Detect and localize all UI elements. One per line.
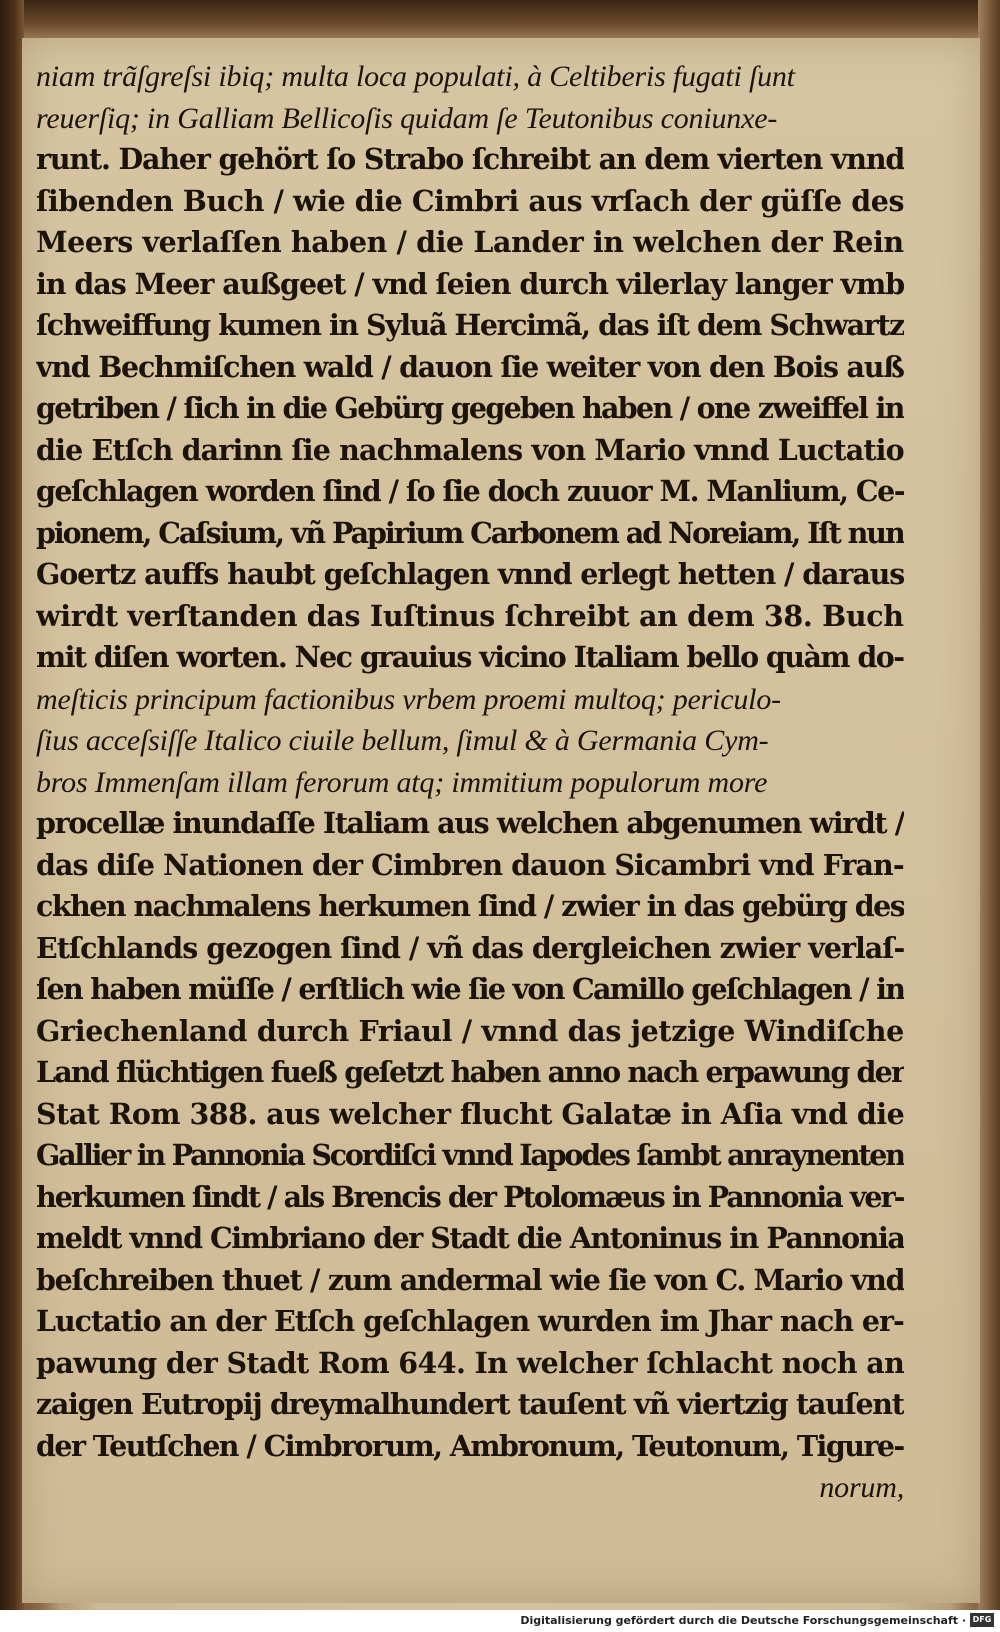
text-line: die Etſch darinn ſie nachmalens von Mario vnnd Luctatio xyxy=(36,432,904,467)
funding-notice: Digitalisierung gefördert durch die Deutsche Forschungsgemeinschaft · xyxy=(520,1614,966,1627)
text-line: ſius acceſsiſſe Italico ciuile bellum, ſimul & à Germania Cym- xyxy=(36,724,769,757)
text-line: beſchreiben thuet / zum andermal wie ſie von C. Mario vnd xyxy=(36,1262,904,1297)
text-line: wirdt verſtanden das Iuſtinus ſchreibt an dem 38. Buch xyxy=(36,598,904,633)
text-line: reuerſiq; in Galliam Bellicoſis quidam ſe Teutonibus coniunxe- xyxy=(36,101,778,135)
text-line: ſen haben müſſe / erſtlich wie ſie von Camillo geſchlagen / in xyxy=(36,972,904,1006)
text-line: runt. Daher gehört ſo Strabo ſchreibt an dem vierten vnnd xyxy=(36,142,904,176)
text-line: pawung der Stadt Rom 644. In welcher ſchlacht noch an xyxy=(36,1345,904,1380)
text-line: mit diſen worten. Nec grauius vicino Italiam bello quàm do- xyxy=(36,640,904,674)
text-line: in das Meer außgeet / vnd ſeien durch vilerlay langer vmb xyxy=(36,266,904,301)
text-line: Goertz auffs haubt geſchlagen vnnd erlegt hetten / daraus xyxy=(36,557,904,591)
text-line: herkumen ſindt / als Brencis der Ptolomæus in Pannonia ver- xyxy=(36,1179,904,1214)
text-line: Griechenland durch Friaul / vnnd das jetzige Windiſche xyxy=(36,1013,904,1048)
dfg-logo: DFG xyxy=(970,1613,994,1627)
book-binding xyxy=(0,0,24,1610)
text-line: ſibenden Buch / wie die Cimbri aus vrſach der güſſe des xyxy=(36,183,904,218)
text-line: norum, xyxy=(819,1471,904,1504)
text-line: geſchlagen worden ſind / ſo ſie doch zuuor M. Manlium, Ce- xyxy=(36,474,904,508)
text-line: meſticis principum factionibus vrbem proemi multoq; periculo- xyxy=(36,682,781,716)
text-line: Meers verlaſſen haben / die Lander in welchen der Rein xyxy=(36,225,904,259)
text-line: niam trãſgreſsi ibiq; multa loca populati, à Celtiberis fugati ſunt xyxy=(36,60,795,93)
text-line: procellæ inundaſſe Italiam aus welchen abgenumen wirdt / xyxy=(36,806,904,840)
page-text xyxy=(36,56,904,1509)
book-top-edge xyxy=(0,0,1000,40)
text-line: vnd Bechmiſchen wald / dauon ſie weiter von den Bois auß xyxy=(36,349,904,384)
text-line: der Teutſchen / Cimbrorum, Ambronum, Teutonum, Tigure- xyxy=(36,1428,904,1463)
text-line: Land flüchtigen fueß geſetzt haben anno nach erpawung der xyxy=(36,1055,904,1089)
text-line: ckhen nachmalens herkumen ſind / zwier in das gebürg des xyxy=(36,889,904,923)
text-line: pionem, Caſsium, vñ Papirium Carbonem ad Noreiam, Iſt nun xyxy=(36,515,904,550)
text-line: Luctatio an der Etſch geſchlagen wurden im Jhar nach er- xyxy=(36,1304,904,1338)
text-line: meldt vnnd Cimbriano der Stadt die Antoninus in Pannonia xyxy=(36,1221,904,1255)
text-line: Stat Rom 388. aus welcher flucht Galatæ in Aſia vnd die xyxy=(36,1096,904,1131)
text-line: Etſchlands gezogen ſind / vñ das dergleichen zwier verlaſ- xyxy=(36,930,904,965)
book-page-edges xyxy=(978,0,1000,1610)
text-line: Gallier in Pannonia Scordiſci vnnd Iapodes ſambt anraynenten xyxy=(36,1138,904,1172)
text-line: bros Immenſam illam ferorum atq; immitium populorum more xyxy=(36,765,768,799)
text-line: ſchweiffung kumen in Syluã Hercimã, das iſt dem Schwartz xyxy=(36,308,904,342)
text-line: zaigen Eutropij dreymalhundert tauſent vñ viertzig tauſent xyxy=(36,1387,904,1421)
text-line: das diſe Nationen der Cimbren dauon Sicambri vnd Fran- xyxy=(36,847,904,882)
text-line: getriben / ſich in die Gebürg gegeben haben / one zweiffel in xyxy=(36,391,904,425)
